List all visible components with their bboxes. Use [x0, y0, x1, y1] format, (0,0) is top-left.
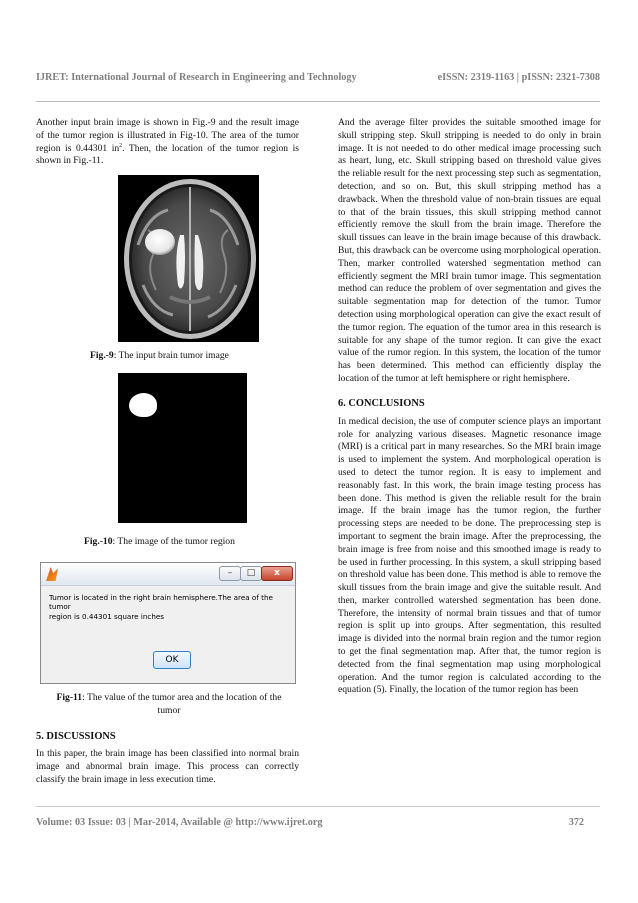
section-5: [36, 731, 299, 786]
dialog-message-line-2: region is 0.44301 square inches: [49, 611, 165, 621]
minimize-button[interactable]: –: [219, 566, 241, 581]
intro-text-end: . Then, the location of the tumor region is shown in Fig.-11.: [36, 142, 299, 167]
tumor-region-image: [118, 373, 247, 523]
left-column: [36, 117, 299, 168]
fig11-text-line-2: tumor: [157, 704, 181, 716]
fig11-text-line-1: : The value of the tumor area and the location of the: [82, 692, 282, 703]
brain-mri-image: [118, 175, 259, 342]
intro-text: Another input brain image is shown in Fig.-9 and the result image of the tumor region is illustrated in Fig-10. The area of the tumor region is 0.44301 in: [36, 117, 299, 154]
section6-heading: 6. CONCLUSIONS: [338, 397, 425, 409]
tumor-blob: [129, 393, 157, 417]
volume-info: Volume: 03 Issue: 03 | Mar-2014, Available @ http://www.ijret.org: [36, 817, 323, 828]
conclusions-paragraph: In medical decision, the use of computer science plays an important role for analyzing various diseases. Magnetic resonance image (MRI) is a critical part in many researches. So the MRI brain image is used to implement the system. And morphological operation is used to detect the tumor region. It is easy to implement and reasonably fast. In this work, the brain image testing process has been done. This method is given the reliable result for the brain image. If the brain image has the tumor region, the further processing steps are needed to be done. The preprocessing step is important to segment the brain image. After the preprocessing, the brain image is free from noise and this smoothed image is ready to be used in further processing. In this system, a skull stripping based on threshold value has been done. This method is able to remove the skull tissues from the brain image and give the suitable result. And then, marker controlled watershed segmentation has been done. Therefore, the intensity of normal brain tissues and that of tumor region is split up into groups. After segmentation, this resulted image is divided into the normal brain region and the tumor region to get the final segmentation map. After that, the tumor region is detected from the final segmentation map using morphological operation. And the tumor region is calculated according to the equation (5). Finally, the location of the tumor region has been: [338, 415, 601, 696]
footer-rule: [36, 806, 600, 807]
intro-paragraph: [36, 117, 299, 168]
dialog-message: [49, 593, 289, 621]
tumor-result-dialog: [40, 562, 296, 684]
dialog-message-line-1: Tumor is located in the right brain hemisphere.The area of the tumor: [49, 593, 273, 612]
fig10-label: Fig.-10: [84, 536, 113, 547]
issn-line: eISSN: 2319-1163 | pISSN: 2321-7308: [437, 72, 600, 83]
fig11-caption: [38, 692, 300, 717]
ok-button[interactable]: OK: [153, 651, 191, 669]
section5-heading: 5. DISCUSSIONS: [36, 731, 116, 742]
maximize-button[interactable]: □: [240, 566, 262, 581]
running-header: [36, 72, 600, 86]
matlab-icon: [46, 567, 58, 581]
fig9-label: Fig.-9: [90, 350, 114, 361]
journal-name: IJRET: International Journal of Research in Engineering and Technology: [36, 72, 357, 83]
dialog-titlebar[interactable]: [41, 563, 295, 586]
fig11-label: Fig-11: [56, 692, 83, 703]
fig9-text: : The input brain tumor image: [113, 350, 229, 361]
section5-paragraph: In this paper, the brain image has been classified into normal brain image and abnormal brain image. This process can correctly classify the brain image in less execution time.: [36, 748, 299, 785]
close-button[interactable]: x: [261, 566, 293, 581]
fig10-text: : The image of the tumor region: [112, 536, 235, 547]
fig9-caption: [90, 350, 229, 361]
page-number: 372: [568, 817, 584, 828]
right-paragraph-1: And the average filter provides the suitable smoothed image for skull stripping step. Skull stripping is needed to do only in brain image. It is not needed to do other medical image processing such as heart, lung, etc. Skull stripping based on threshold value gives the reliable result for the next processing step such as segmentation, detection, and so on. But, this skull stripping method has a drawback. When the threshold value of non-brain tissues are equal to that of the brain tissues, this skull stripping method cannot efficiently remove the skull from the brain image. Therefore the skull tissues can leave in the brain image because of this drawback. But, this drawback can be overcome using morphological operation. Then, marker controlled watershed segmentation method can efficiently segment the MRI brain tumor image. This segmentation method can reduce the problem of over segmentation and gives the suitable segmentation map for detection of the tumor. Tumor detection using morphological operation can give the exact result of the tumor region. The equation of the tumor area in this research is suitable for any shape of the tumor region. It can give the exact value of the rumor region. In this system, the location of the tumor has been determined. This method can efficiently display the location of the tumor at left hemisphere or right hemisphere.: [338, 117, 601, 384]
intro-superscript: 2: [119, 142, 123, 149]
right-column: [338, 117, 601, 697]
header-rule: [36, 101, 600, 102]
brain-mri-drawing: [118, 175, 259, 342]
fig10-caption: [84, 536, 235, 547]
running-footer: [36, 817, 600, 831]
